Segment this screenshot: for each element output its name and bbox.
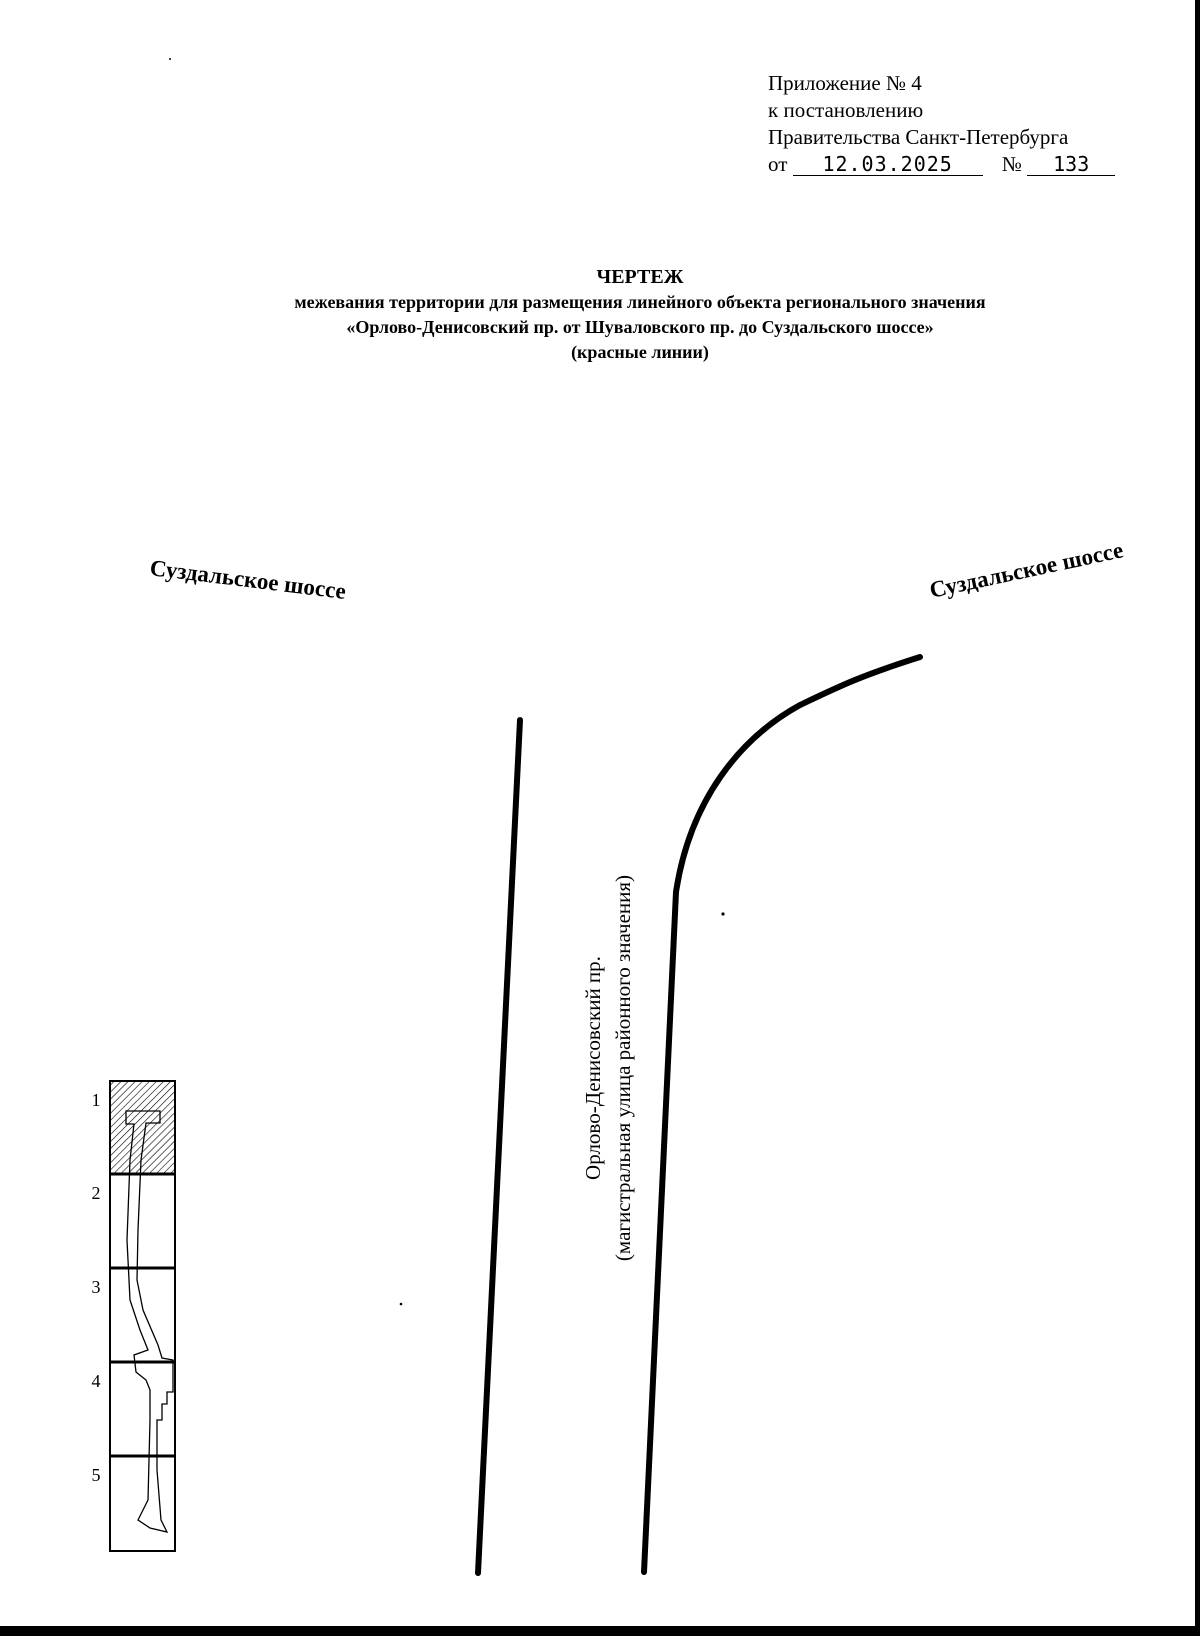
sheet-label-5: 5 [91, 1465, 101, 1485]
number-label: № [1001, 152, 1022, 176]
survey-dot [169, 58, 171, 60]
sheet-label-1: 1 [91, 1090, 101, 1110]
survey-dot [400, 1303, 403, 1306]
sheet-label-2: 2 [91, 1183, 101, 1203]
heading-line-2: «Орлово-Денисовский пр. от Шуваловского пр. до Суздальского шоссе» [346, 317, 934, 337]
appendix-line-3: Правительства Санкт-Петербурга [768, 125, 1069, 149]
street-name: Орлово-Денисовский пр. [581, 956, 605, 1180]
sheet-index-map [110, 1081, 175, 1551]
heading-line-3: (красные линии) [571, 342, 709, 362]
sheet-label-4: 4 [91, 1371, 101, 1391]
resolution-date: 12.03.2025 [793, 153, 983, 176]
sheet-cell-active [110, 1081, 175, 1174]
appendix-line-2: к постановлению [768, 98, 924, 122]
drawing-title: ЧЕРТЕЖ [596, 266, 684, 288]
road-label-suzdalskoe-right: Суздальское шоссе [927, 537, 1126, 603]
sheet-label-3: 3 [91, 1277, 101, 1297]
red-line-east [644, 657, 920, 1572]
survey-dot [721, 912, 724, 915]
from-label: от [768, 152, 788, 176]
street-class: (магистральная улица районного значения) [611, 874, 635, 1262]
red-line-west [478, 720, 520, 1573]
road-label-suzdalskoe-left: Суздальское шоссе [148, 555, 348, 604]
heading-line-1: межевания территории для размещения линейного объекта регионального значения [294, 292, 986, 312]
appendix-line-1: Приложение № 4 [768, 71, 922, 95]
resolution-number: 133 [1027, 153, 1115, 176]
